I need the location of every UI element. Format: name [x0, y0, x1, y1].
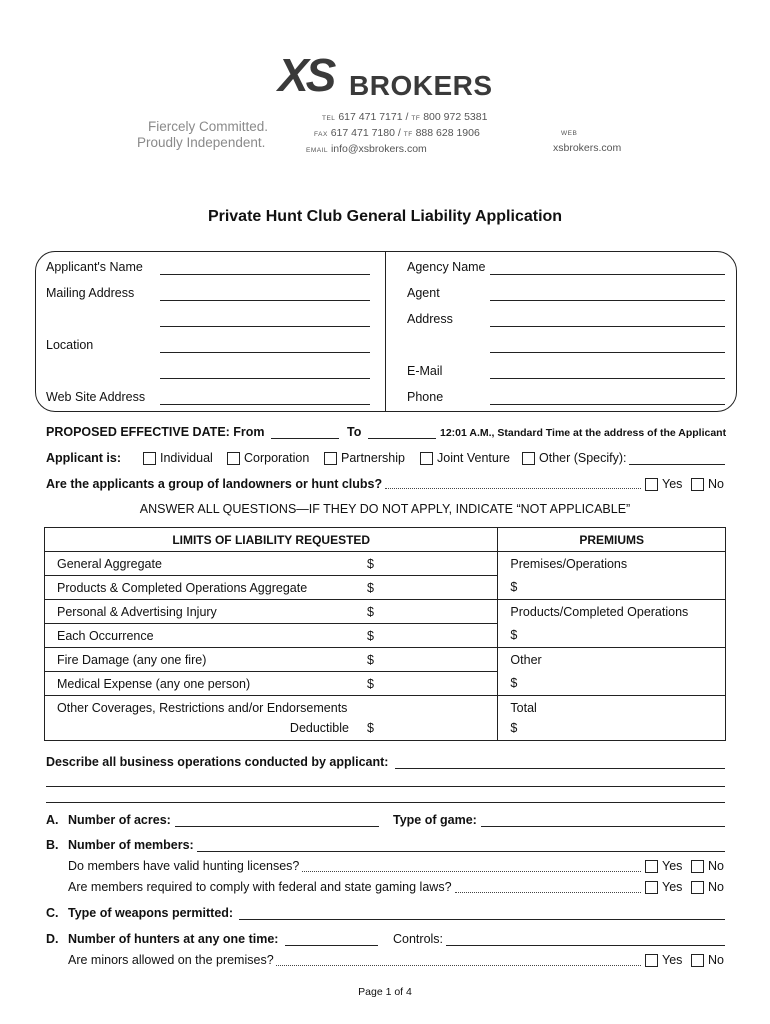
effective-from-field[interactable]: [271, 438, 339, 439]
page-number: Page 1 of 4: [358, 986, 412, 998]
acres-field[interactable]: [175, 826, 379, 827]
landowners-no-checkbox[interactable]: [691, 478, 704, 491]
web-block: [553, 126, 621, 156]
address-field-2[interactable]: [490, 352, 725, 353]
premium-premises-operations-amount[interactable]: $: [498, 576, 726, 600]
tagline: [137, 119, 287, 151]
partnership-label: Partnership: [341, 451, 405, 465]
minors-question: Are minors allowed on the premises?: [68, 953, 274, 967]
section-a-letter: A.: [46, 813, 59, 827]
premium-premises-operations[interactable]: Premises/Operations: [498, 552, 726, 576]
landowners-question: Are the applicants a group of landowners or hunt clubs?: [46, 477, 383, 491]
premium-other-amount[interactable]: $: [498, 672, 726, 696]
controls-label: Controls:: [393, 932, 444, 946]
gaming-laws-no-checkbox[interactable]: [691, 881, 704, 894]
box-divider: [385, 251, 386, 411]
individual-checkbox[interactable]: [143, 452, 156, 465]
hunters-field[interactable]: [285, 945, 378, 946]
agency-name-label: Agency Name: [407, 260, 486, 274]
describe-field-2[interactable]: [46, 786, 725, 787]
limit-row-each-occurrence[interactable]: Each Occurrence $: [45, 624, 498, 648]
describe-label: Describe all business operations conducted by applicant:: [46, 755, 389, 769]
section-d-letter: D.: [46, 932, 59, 946]
section-b-letter: B.: [46, 838, 59, 852]
type-of-game-label: Type of game:: [393, 813, 477, 827]
phone-label: Phone: [407, 390, 444, 404]
members-label: Number of members:: [68, 838, 194, 852]
tf2-label: TF: [403, 131, 413, 138]
location-field-2[interactable]: [160, 378, 370, 379]
fax-number: 617 471 7180 /: [330, 127, 401, 139]
mailing-address-field-2[interactable]: [160, 326, 370, 327]
mailing-address-field-1[interactable]: [160, 300, 370, 301]
email-address: info@xsbrokers.com: [330, 143, 427, 155]
minors-yes-label: Yes: [662, 953, 683, 967]
landowners-yes-label: Yes: [662, 477, 683, 491]
describe-field-1[interactable]: [395, 768, 725, 769]
phone-field[interactable]: [490, 404, 725, 405]
landowners-dots: [385, 488, 641, 489]
effective-to-field[interactable]: [368, 438, 436, 439]
tf-label: TF: [411, 115, 421, 122]
agent-field[interactable]: [490, 300, 725, 301]
section-c-letter: C.: [46, 906, 59, 920]
tagline-line-2: Proudly Independent.: [137, 135, 266, 150]
web-address: xsbrokers.com: [553, 142, 622, 154]
premiums-header: PREMIUMS: [498, 528, 726, 552]
logo-xs: XS: [278, 49, 334, 101]
answer-all-notice: ANSWER ALL QUESTIONS—IF THEY DO NOT APPLY, INDICATE “NOT APPLICABLE”: [139, 502, 631, 516]
weapons-label: Type of weapons permitted:: [68, 906, 234, 920]
controls-field[interactable]: [446, 945, 725, 946]
address-field-1[interactable]: [490, 326, 725, 327]
applicant-agency-box: [35, 251, 737, 412]
email-field[interactable]: [490, 378, 725, 379]
landowners-no-label: No: [708, 477, 724, 491]
premium-products-completed[interactable]: Products/Completed Operations: [498, 600, 726, 624]
web-site-field[interactable]: [160, 404, 370, 405]
web-site-label: Web Site Address: [46, 390, 146, 404]
location-field-1[interactable]: [160, 352, 370, 353]
email-field-label: E-Mail: [407, 364, 443, 378]
gaming-laws-dots: [455, 892, 641, 893]
other-specify-field[interactable]: [629, 464, 725, 465]
logo-brokers: BROKERS: [349, 70, 493, 101]
tagline-line-1: Fiercely Committed.: [148, 119, 269, 134]
licenses-no-label: No: [708, 859, 724, 873]
type-of-game-field[interactable]: [481, 826, 725, 827]
hunting-licenses-question: Do members have valid hunting licenses?: [68, 859, 300, 873]
other-checkbox[interactable]: [522, 452, 535, 465]
applicant-is-label: Applicant is:: [46, 451, 122, 465]
agency-name-field[interactable]: [490, 274, 725, 275]
minors-dots: [276, 965, 641, 966]
acres-label: Number of acres:: [68, 813, 171, 827]
limit-row-products-aggregate[interactable]: Products & Completed Operations Aggregate $: [45, 576, 498, 600]
joint-venture-checkbox[interactable]: [420, 452, 433, 465]
company-logo: [278, 50, 493, 106]
hunters-label: Number of hunters at any one time:: [68, 932, 279, 946]
effective-note: 12:01 A.M., Standard Time at the address of the Applicant: [440, 427, 727, 439]
limit-row-personal-advertising[interactable]: Personal & Advertising Injury $: [45, 600, 498, 624]
email-label: EMAIL: [306, 147, 329, 154]
corporation-label: Corporation: [244, 451, 310, 465]
limit-row-general-aggregate[interactable]: General Aggregate $: [45, 552, 498, 576]
minors-yes-checkbox[interactable]: [645, 954, 658, 967]
limit-row-fire-damage[interactable]: Fire Damage (any one fire) $: [45, 648, 498, 672]
tel-label: TEL: [322, 115, 336, 122]
other-label: Other (Specify):: [539, 451, 627, 465]
address-label: Address: [407, 312, 453, 326]
web-label: WEB: [561, 130, 578, 137]
premium-other[interactable]: Other: [498, 648, 726, 672]
premium-total[interactable]: Total $: [498, 696, 726, 741]
corporation-checkbox[interactable]: [227, 452, 240, 465]
applicant-name-field[interactable]: [160, 274, 370, 275]
licenses-yes-checkbox[interactable]: [645, 860, 658, 873]
joint-venture-label: Joint Venture: [437, 451, 510, 465]
mailing-address-label: Mailing Address: [46, 286, 135, 300]
gaming-laws-question: Are members required to comply with federal and state gaming laws?: [68, 880, 452, 894]
minors-no-checkbox[interactable]: [691, 954, 704, 967]
gaming-laws-yes-checkbox[interactable]: [645, 881, 658, 894]
partnership-checkbox[interactable]: [324, 452, 337, 465]
limit-row-other-coverages[interactable]: Other Coverages, Restrictions and/or Endorsements Deductible $: [45, 696, 498, 741]
effective-date-label: PROPOSED EFFECTIVE DATE: From: [46, 425, 265, 439]
licenses-no-checkbox[interactable]: [691, 860, 704, 873]
tf-number: 800 972 5381: [423, 111, 488, 123]
members-field[interactable]: [197, 851, 725, 852]
premium-products-completed-amount[interactable]: $: [498, 624, 726, 648]
tf2-number: 888 628 1906: [415, 127, 480, 139]
gaming-laws-yes-label: Yes: [662, 880, 683, 894]
hunting-licenses-dots: [302, 871, 641, 872]
minors-no-label: No: [708, 953, 724, 967]
limit-row-medical-expense[interactable]: Medical Expense (any one person) $: [45, 672, 498, 696]
landowners-yes-checkbox[interactable]: [645, 478, 658, 491]
limits-header: LIMITS OF LIABILITY REQUESTED: [45, 528, 498, 552]
form-title: Private Hunt Club General Liability Application: [207, 208, 563, 225]
effective-to-label: To: [347, 425, 362, 439]
licenses-yes-label: Yes: [662, 859, 683, 873]
limits-table: [44, 527, 726, 741]
location-label: Location: [46, 338, 94, 352]
agent-label: Agent: [407, 286, 440, 300]
gaming-laws-no-label: No: [708, 880, 724, 894]
deductible-label: Deductible: [289, 721, 349, 735]
applicant-name-label: Applicant's Name: [46, 260, 143, 274]
fax-label: FAX: [314, 131, 328, 138]
describe-field-3[interactable]: [46, 802, 725, 803]
weapons-field[interactable]: [239, 919, 725, 920]
tel-number: 617 471 7171 /: [338, 111, 409, 123]
individual-label: Individual: [160, 451, 213, 465]
